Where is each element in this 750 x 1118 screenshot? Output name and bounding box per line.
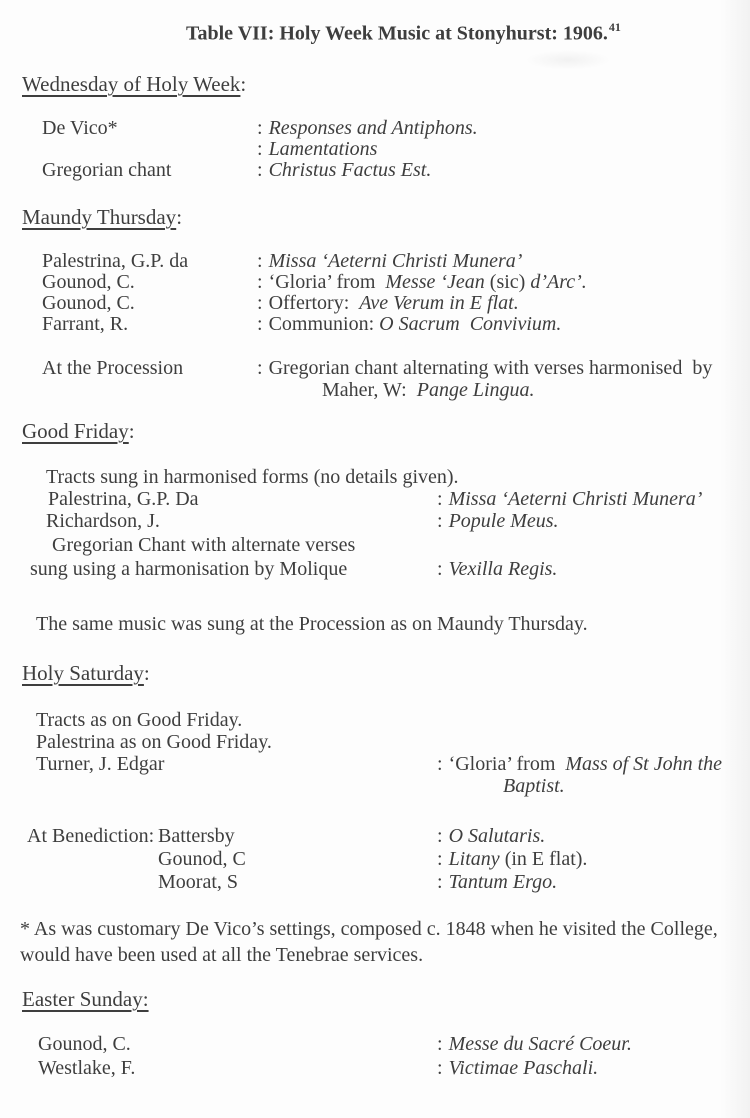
heading-colon: :: [176, 205, 183, 229]
colon-separator: :: [437, 510, 443, 532]
work-cell: [257, 117, 478, 139]
work-title: Christus Factus Est.: [268, 159, 432, 181]
section-heading-holysaturday: [0, 661, 750, 683]
work-cell: [257, 313, 561, 335]
composer-name: Turner, J. Edgar: [36, 753, 165, 775]
section-heading-wednesday: [0, 72, 750, 94]
work-line2: Baptist.: [503, 775, 565, 797]
composer-name: Palestrina, G.P. Da: [48, 488, 199, 510]
item-text: Palestrina as on Good Friday.: [36, 731, 272, 753]
work-cell: [437, 848, 587, 870]
work-label: ‘Gloria’ from: [448, 753, 566, 775]
composer-name: Westlake, F.: [38, 1057, 136, 1079]
work-cell: [437, 510, 559, 532]
work-title: Vexilla Regis.: [448, 558, 558, 580]
heading-text: Easter Sunday:: [22, 987, 149, 1011]
heading-cell: [22, 987, 149, 1011]
intro-text: Tracts sung in harmonised forms (no details given).: [46, 466, 459, 488]
section-heading-maundy: [0, 205, 750, 227]
work-label: Communion:: [268, 313, 380, 335]
work-label: Offertory:: [268, 292, 360, 314]
composer-name: Gounod, C.: [42, 292, 135, 314]
composer-name: At the Procession: [42, 357, 184, 379]
work-label: Gregorian chant alternating with verses harmonised by: [268, 357, 713, 379]
work-cell: [257, 138, 377, 160]
table-row: [0, 117, 750, 139]
heading-cell: [22, 661, 150, 685]
work-title: Missa ‘Aeterni Christi Munera’: [448, 488, 703, 510]
colon-separator: :: [257, 117, 263, 139]
heading-text: Maundy Thursday: [22, 205, 177, 229]
title-text: Table VII: Holy Week Music at Stonyhurst: 1906.: [186, 22, 608, 45]
work-title: Tantum Ergo.: [448, 871, 558, 893]
footnote-ref: 41: [608, 20, 621, 34]
heading-cell: [22, 205, 182, 229]
work-title: Messe ‘Jean: [385, 271, 490, 293]
work-cell: [257, 271, 587, 293]
table-row: [0, 250, 750, 272]
work-title: d’Arc’.: [530, 271, 587, 293]
work-cell: [437, 488, 702, 510]
work-title: Victimae Paschali.: [448, 1057, 599, 1079]
work-title: Popule Meus.: [448, 510, 559, 532]
heading-colon: :: [143, 661, 150, 685]
work-label: (in E flat).: [504, 848, 588, 870]
work-title: O Sacrum Convivium.: [379, 313, 562, 335]
table-row: [0, 848, 750, 870]
item-text: Tracts as on Good Friday.: [36, 709, 243, 731]
work-title: Missa ‘Aeterni Christi Munera’: [268, 250, 523, 272]
colon-separator: :: [437, 871, 443, 893]
table-row: [0, 871, 750, 893]
footnote-line: would have been used at all the Tenebrae services.: [20, 944, 424, 966]
table-row: [0, 825, 750, 847]
footnote-line: * As was customary De Vico’s settings, composed c. 1848 when he visited the College,: [20, 918, 718, 940]
note-line: [0, 613, 750, 635]
section-heading-goodfriday: [0, 419, 750, 441]
work-cell: [437, 871, 557, 893]
colon-separator: :: [437, 488, 443, 510]
table-row: [0, 313, 750, 335]
colon-separator: :: [257, 313, 263, 335]
work-cell: [257, 292, 519, 314]
work-cell: [257, 159, 431, 181]
composer-name: Gounod, C.: [38, 1033, 131, 1055]
composer-name: Gregorian chant: [42, 159, 172, 181]
work-title: Messe du Sacré Coeur.: [448, 1033, 632, 1055]
colon-separator: :: [257, 271, 263, 293]
table-row: [0, 1033, 750, 1055]
colon-separator: :: [437, 1033, 443, 1055]
colon-separator: :: [257, 159, 263, 181]
heading-colon: :: [240, 72, 247, 96]
table-row: [0, 159, 750, 181]
list-item: [0, 731, 750, 753]
table-row: [0, 1057, 750, 1079]
composer-name: Gounod, C: [158, 848, 246, 870]
work-cell: [437, 1033, 632, 1055]
colon-separator: :: [437, 1057, 443, 1079]
work-line2: [322, 379, 712, 401]
work-title: O Salutaris.: [448, 825, 546, 847]
colon-separator: :: [437, 848, 443, 870]
table-row: [0, 753, 750, 797]
work-cell: [257, 357, 712, 401]
intro-line: [0, 466, 750, 488]
composer-name: De Vico*: [42, 117, 118, 139]
work-cell: [437, 825, 545, 847]
colon-separator: :: [257, 138, 263, 160]
table-row: [0, 534, 750, 556]
composer-name: Moorat, S: [158, 871, 238, 893]
work-title: Mass of St John the: [565, 753, 723, 775]
composer-name: Battersby: [158, 825, 235, 847]
colon-separator: :: [257, 357, 263, 379]
composer-name: Farrant, R.: [42, 313, 129, 335]
heading-text: Holy Saturday: [22, 661, 144, 685]
heading-text: Good Friday: [22, 419, 129, 443]
work-title: Pange Lingua.: [416, 379, 535, 401]
table-row: [0, 488, 750, 510]
table-row: [0, 138, 750, 160]
work-title: Litany: [448, 848, 505, 870]
heading-cell: [22, 72, 246, 96]
section-heading-easter: [0, 987, 750, 1009]
work-title: Ave Verum in E flat.: [359, 292, 519, 314]
work-label: (sic): [489, 271, 531, 293]
table-title: [186, 21, 621, 46]
colon-separator: :: [437, 753, 443, 775]
work-cell: [437, 753, 722, 797]
work-cell: [257, 250, 522, 272]
colon-separator: :: [257, 292, 263, 314]
colon-separator: :: [437, 825, 443, 847]
work-label: Maher, W:: [322, 379, 417, 401]
footnote: [20, 916, 718, 968]
work-cell: [437, 558, 557, 580]
composer-name: Gregorian Chant with alternate verses: [52, 534, 356, 556]
colon-separator: :: [437, 558, 443, 580]
note-text: The same music was sung at the Procession as on Maundy Thursday.: [36, 613, 588, 635]
composer-name: Gounod, C.: [42, 271, 135, 293]
work-label: ‘Gloria’ from: [268, 271, 386, 293]
heading-text: Wednesday of Holy Week: [22, 72, 241, 96]
table-row: [0, 292, 750, 314]
heading-colon: :: [128, 419, 135, 443]
list-item: [0, 709, 750, 731]
benediction-label: At Benediction:: [27, 825, 155, 847]
table-row: [0, 271, 750, 293]
heading-cell: [22, 419, 135, 443]
composer-name: Richardson, J.: [46, 510, 160, 532]
colon-separator: :: [257, 250, 263, 272]
work-title: Responses and Antiphons.: [268, 117, 478, 139]
table-row: [0, 510, 750, 532]
table-row: [0, 558, 750, 580]
work-title: Lamentations: [268, 138, 378, 160]
composer-name: sung using a harmonisation by Molique: [30, 558, 348, 580]
table-row: [0, 357, 750, 401]
composer-name: Palestrina, G.P. da: [42, 250, 189, 272]
work-cell: [437, 1057, 598, 1079]
